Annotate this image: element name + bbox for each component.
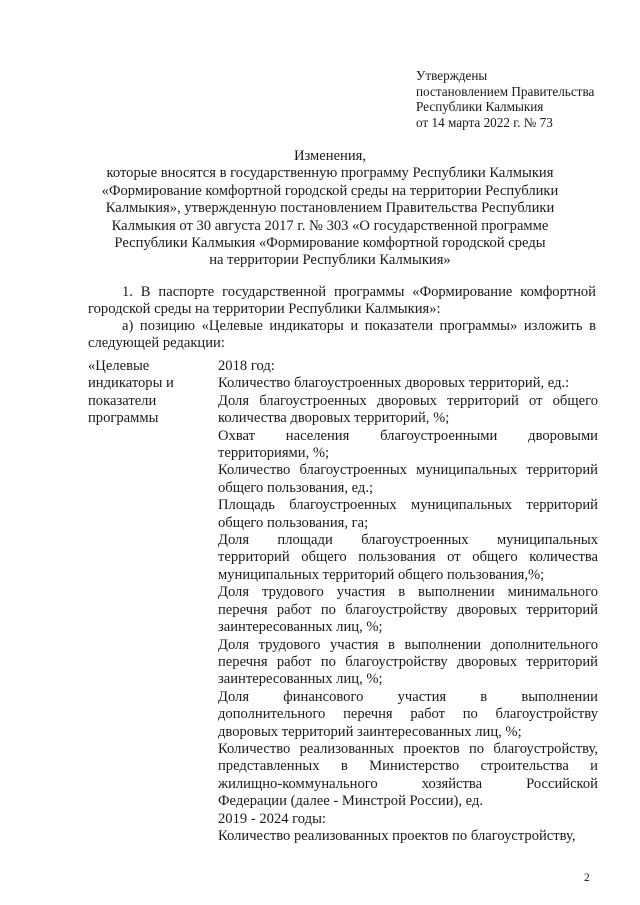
approval-line-2: постановлением Правительства <box>416 83 595 99</box>
indicator-entry <box>218 428 598 463</box>
heading-line: Калмыкия от 30 августа 2017 г. № 303 «О государственной программе <box>111 217 549 234</box>
indicator-entry <box>218 358 598 375</box>
table-right-column <box>218 358 598 845</box>
heading-line: «Формирование комфортной городской среды на территории Республики <box>101 182 559 199</box>
page-number: 2 <box>584 872 590 884</box>
indicator-line: Доля площади благоустроенных муниципальных <box>218 532 598 549</box>
indicator-line: Количество реализованных проектов по благоустройству, <box>218 740 598 757</box>
indicator-line: Количество реализованных проектов по благоустройству, <box>218 827 576 844</box>
left-label-line: индикаторы и <box>88 375 174 392</box>
indicator-entry <box>218 741 598 811</box>
left-label-line: программы <box>88 410 159 427</box>
indicator-line: 2019 - 2024 годы: <box>218 810 326 827</box>
left-label-line: «Целевые <box>88 358 150 374</box>
indicator-line: Федерации (далее - Минстрой России), ед. <box>218 793 484 810</box>
indicator-entry <box>218 532 598 584</box>
indicator-line: Количество благоустроенных муниципальных территорий <box>218 462 598 479</box>
approval-line-1: Утверждены <box>416 68 488 83</box>
paragraph-2: а) позицию «Целевые индикаторы и показатели программы» изложить в следующей редакции: <box>88 318 596 352</box>
indicator-line: Площадь благоустроенных муниципальных территорий <box>218 497 598 514</box>
indicator-line: Доля трудового участия в выполнении минимального <box>218 584 598 601</box>
indicator-line: перечня работ по благоустройству дворовых территорий <box>218 601 598 618</box>
table-left-column <box>88 358 206 428</box>
heading-line: Калмыкия», утвержденную постановлением Правительства Республики <box>105 200 555 217</box>
left-label-line: показатели <box>88 392 157 409</box>
indicator-line: 2018 год: <box>218 358 275 374</box>
indicator-entry <box>218 689 598 741</box>
paragraph-1: 1. В паспорте государственной программы «Формирование комфортной городской среды на территории Республики Калмыкия»: <box>88 284 596 318</box>
indicator-line: Количество благоустроенных дворовых территорий, ед.: <box>218 375 570 392</box>
indicator-entry <box>218 828 598 845</box>
indicator-line: общего пользования, ед.; <box>218 479 374 496</box>
indicator-line: дворовых территорий заинтересованных лиц, %; <box>218 723 522 740</box>
indicator-line: Доля финансового участия в выполнении <box>218 688 598 705</box>
heading-line: Республики Калмыкия «Формирование комфортной городской среды <box>114 235 546 252</box>
heading-line: которые вносятся в государственную программу Республики Калмыкия <box>106 165 554 182</box>
indicator-line: перечня работ по благоустройству дворовых территорий <box>218 653 598 670</box>
indicator-entry <box>218 584 598 636</box>
indicator-line: заинтересованных лиц, %; <box>218 619 383 636</box>
heading-line: на территории Республики Калмыкия» <box>209 252 451 269</box>
indicator-line: общего пользования, га; <box>218 514 369 531</box>
indicator-line: территорий общего пользования от общего количества <box>218 549 598 566</box>
approval-line-4: от 14 марта 2022 г. № 73 <box>416 114 553 130</box>
indicator-entry <box>218 811 598 828</box>
approval-stamp <box>416 68 626 130</box>
indicator-line: заинтересованных лиц, %; <box>218 671 383 688</box>
indicator-line: Охват населения благоустроенными дворовыми <box>218 427 598 444</box>
indicator-entry <box>218 497 598 532</box>
indicator-line: дополнительного перечня работ по благоустройству <box>218 706 598 723</box>
approval-line-3: Республики Калмыкия <box>416 99 544 114</box>
indicator-line: Доля благоустроенных дворовых территорий от общего <box>218 392 598 409</box>
indicator-entry <box>218 637 598 689</box>
indicator-entry <box>218 462 598 497</box>
indicator-line: территориями, %; <box>218 445 330 462</box>
heading-title: Изменения, <box>293 148 367 164</box>
indicator-line: жилищно-коммунального хозяйства Российской <box>218 775 598 792</box>
indicator-line: представленных в Министерство строительства и <box>218 758 598 775</box>
indicator-line: муниципальных территорий общего пользования,%; <box>218 566 545 583</box>
indicator-line: количества дворовых территорий, %; <box>218 410 450 427</box>
document-heading <box>80 148 580 270</box>
indicator-entry <box>218 375 598 392</box>
indicator-entry <box>218 393 598 428</box>
indicator-line: Доля трудового участия в выполнении дополнительного <box>218 636 598 653</box>
